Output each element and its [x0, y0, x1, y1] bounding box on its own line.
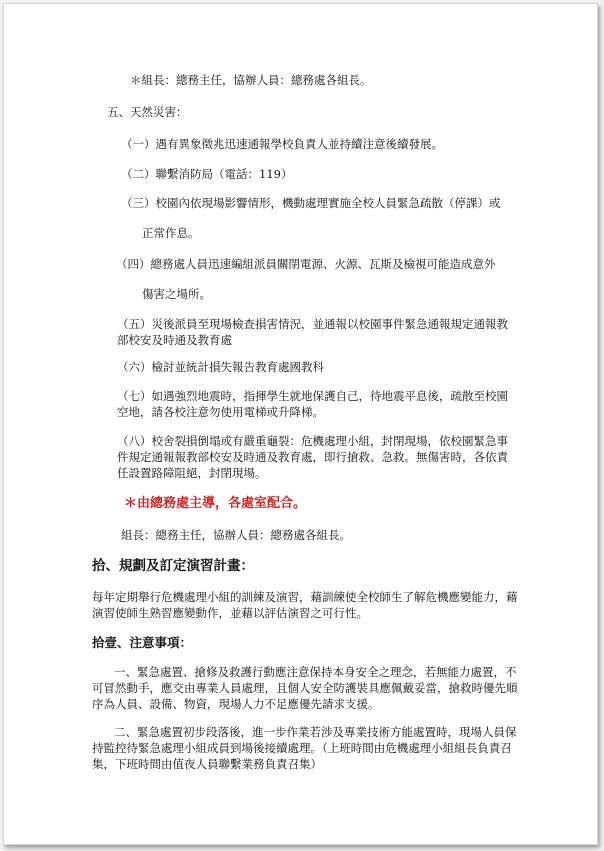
- item-3-line2: 正常作息。: [142, 226, 200, 240]
- item-7: （七）如遇強烈地震時，指揮學生就地保護自己，待地震平息後，疏散至校園空地，請各校注意勿使用電梯或升降梯。: [117, 389, 508, 419]
- document-page: [3, 3, 598, 845]
- section10-body: 每年定期舉行危機處理小組的訓練及演習，藉訓練使全校師生了解危機應變能力，藉演習使師生熟習應變動作，並藉以評估演習之可行性。: [92, 590, 518, 620]
- item-8: （八）校舍裂損倒塌或有嚴重龜裂：危機處理小組，封閉現場，依校園緊急事件規定通報報教部校安及時通及教育處，即行搶救、急救。無傷害時，各依責任設置路障阻絕，封閉現場。: [117, 434, 508, 480]
- red-note: ＊由總務處主導，各處室配合。: [124, 496, 307, 511]
- note-2: 二、緊急處置初步段落後，進一步作業若涉及專業技術方能處置時，現場人員保持監控待緊急處理小組成員到場後接續處理。（上班時間由危機處理小組組長負責召集，下班時間由值夜人員聯繫業務負責召集）: [92, 725, 517, 771]
- item-4-line1: （四）總務處人員迅速編組派員關閉電源、火源、瓦斯及檢視可能造成意外: [116, 257, 496, 271]
- item-5: （五）災後派員至現場檢查損害情況，並通報以校園事件緊急通報規定通報教部校安及時通及教育處: [117, 317, 508, 347]
- item-2: （二）聯繫消防局（電話：119）: [121, 167, 293, 181]
- section5-title: 五、天然災害：: [107, 105, 188, 119]
- org-line-top: ＊組長：總務主任，協辦人員：總務處各組長。: [130, 73, 372, 87]
- note-1: 一、緊急處置、搶修及救護行動應注意保持本身安全之理念，若無能力處置，不可冒然動手，應交由專業人員處理，且個人安全防護裝具應佩戴妥當，搶救時優先順序為人員、設備、物資，現場人力不足應優先請求支援。: [92, 665, 518, 711]
- section5-org: 組長：總務主任，協辦人員：總務處各組長。: [121, 528, 351, 542]
- item-3-line1: （三）校園內依現場影響情形，機動處理實施全校人員緊急疏散（停課）或: [121, 196, 501, 210]
- section11-title: 拾壹、注意事項：: [92, 635, 193, 650]
- item-6: （六）檢討並統計損失報告教育處國教科: [117, 360, 324, 374]
- item-4-line2: 傷害之場所。: [142, 287, 211, 301]
- item-1: （一）遇有異象徵兆迅速通報學校負責人並持續注意後續發展。: [121, 137, 443, 151]
- section10-title: 拾、規劃及訂定演習計畫：: [92, 558, 254, 574]
